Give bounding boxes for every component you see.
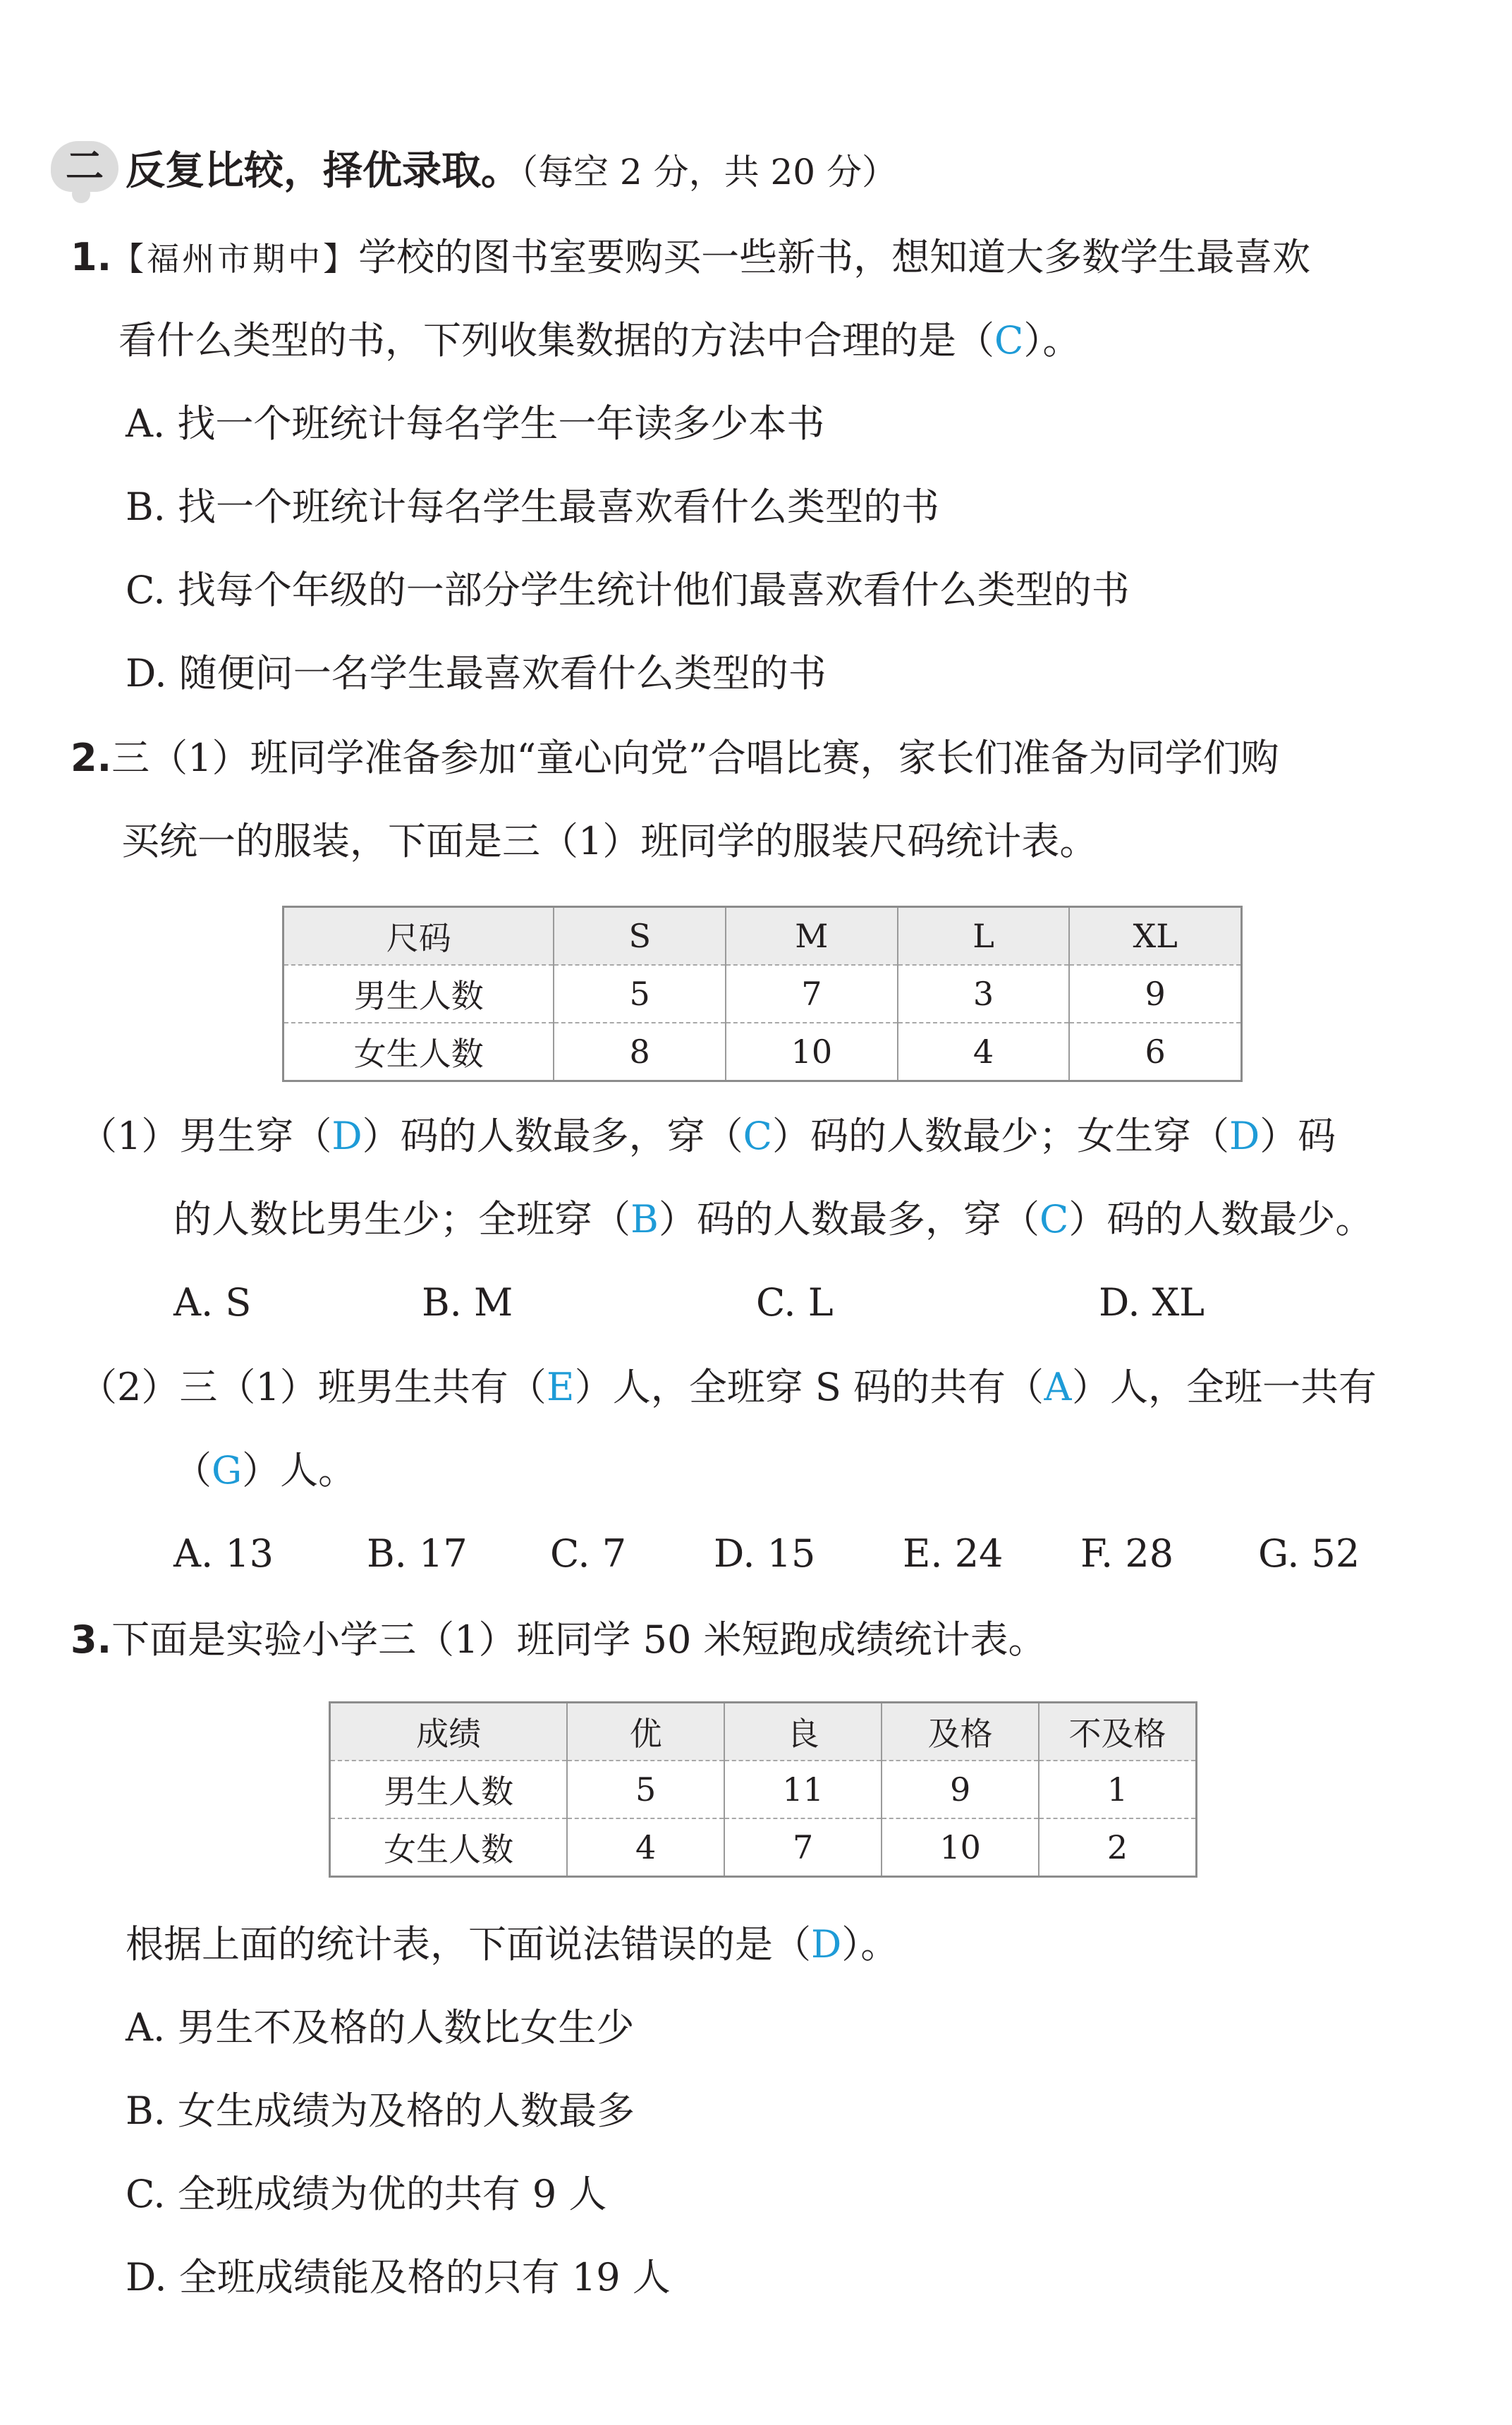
q2-p2-option-c: C. 7 (550, 1531, 627, 1576)
table-cell: 3 (898, 965, 1070, 1023)
table-cell: 9 (882, 1761, 1039, 1818)
table-cell: 2 (1039, 1818, 1196, 1877)
table-cell: 5 (567, 1761, 724, 1818)
q2-number: 2. (71, 736, 112, 780)
q2-p1-answer3: D (1228, 1114, 1260, 1158)
q3-stem-a: 根据上面的统计表，下面说法错误的是（ (126, 1922, 811, 1967)
q1-option-c: C. 找每个年级的一部分学生统计他们最喜欢看什么类型的书 (126, 568, 1130, 612)
q2-p2-line2 (173, 1446, 356, 1495)
section-badge (51, 141, 118, 200)
table-cell: 1 (1039, 1761, 1196, 1818)
q2-p1-line1 (79, 1112, 1336, 1161)
table-cell: 不及格 (1039, 1703, 1196, 1761)
q2-p1-option-b: B. M (422, 1280, 513, 1325)
q1-source-tag: 【福州市期中】 (111, 240, 359, 278)
q2-text-line2: 买统一的服装，下面是三（1）班同学的服装尺码统计表。 (121, 819, 1098, 863)
table-row (284, 965, 1242, 1023)
table-cell: 11 (724, 1761, 882, 1818)
q1-text-line1: 学校的图书室要购买一些新书，想知道大多数学生最喜欢 (358, 235, 1311, 279)
q3-number: 3. (71, 1617, 112, 1662)
table-cell: 男生人数 (284, 965, 554, 1023)
table-cell: 7 (724, 1818, 882, 1877)
section-header (126, 147, 897, 197)
table-cell: S (554, 907, 726, 966)
q2-p2-answer3: G (212, 1448, 243, 1493)
table-cell: 4 (567, 1818, 724, 1877)
q2-p2-option-d: D. 15 (714, 1531, 816, 1576)
q2-p1-option-c: C. L (756, 1280, 834, 1325)
q2-p2-answer1: E (547, 1365, 575, 1409)
table-cell: 5 (554, 965, 726, 1023)
q1-text-line2b: ）。 (1023, 318, 1081, 363)
table-cell: 尺码 (284, 907, 554, 966)
q3-option-c: C. 全班成绩为优的共有 9 人 (126, 2172, 607, 2216)
table-cell: 6 (1069, 1023, 1241, 1081)
q2-text-line1: 三（1）班同学准备参加“童心向党”合唱比赛，家长们准备为同学们购 (111, 736, 1279, 780)
q2-p1-text: ）码的人数最多，穿（ (362, 1114, 743, 1158)
table-row (330, 1761, 1197, 1818)
q2-p2-text: （2）三（1）班男生共有（ (79, 1365, 547, 1409)
size-table (282, 906, 1243, 1082)
q2-p1-text: ）码的人数最少；女生穿（ (772, 1114, 1229, 1158)
q1-line2 (118, 316, 1080, 365)
q3-text-line1: 下面是实验小学三（1）班同学 50 米短跑成绩统计表。 (111, 1617, 1047, 1662)
table-cell: 优 (567, 1703, 724, 1761)
sprint-table (329, 1701, 1197, 1878)
table-cell: 女生人数 (330, 1818, 568, 1877)
q1-line1 (71, 233, 1310, 284)
q2-p2-text: ）人，全班一共有 (1072, 1365, 1377, 1409)
q1-answer: C (994, 318, 1024, 363)
q2-p1-text: （1）男生穿（ (79, 1114, 332, 1158)
q2-p1-text: ）码 (1260, 1114, 1336, 1158)
q2-p1-option-a: A. S (173, 1280, 252, 1325)
table-cell: 10 (882, 1818, 1039, 1877)
q2-p2-option-g: G. 52 (1258, 1531, 1360, 1576)
q2-p2-text: （ (173, 1448, 212, 1493)
table-row (330, 1818, 1197, 1877)
q2-p2-option-a: A. 13 (173, 1531, 274, 1576)
q3-option-a: A. 男生不及格的人数比女生少 (126, 2005, 635, 2050)
q3-option-d: D. 全班成绩能及格的只有 19 人 (126, 2255, 671, 2299)
q1-option-b: B. 找一个班统计每名学生最喜欢看什么类型的书 (126, 485, 940, 529)
q2-p1-text: ）码的人数最多，穿（ (659, 1197, 1040, 1241)
q2-p2-option-e: E. 24 (903, 1531, 1004, 1576)
section-note: （每空 2 分，共 20 分） (520, 152, 898, 193)
section-number: 二 (66, 144, 104, 188)
table-cell: 良 (724, 1703, 882, 1761)
q3-stem-b: ）。 (841, 1922, 899, 1967)
q2-p1-options (0, 1278, 1512, 1327)
table-cell: 4 (898, 1023, 1070, 1081)
q1-number: 1. (71, 235, 112, 279)
table-cell: 7 (726, 965, 898, 1023)
q2-p2-option-f: F. 28 (1080, 1531, 1174, 1576)
table-row (284, 907, 1242, 966)
q3-option-b: B. 女生成绩为及格的人数最多 (126, 2089, 635, 2133)
table-cell: 女生人数 (284, 1023, 554, 1081)
q2-p1-answer2: C (743, 1114, 772, 1158)
table-cell: 9 (1069, 965, 1241, 1023)
q2-p2-options (0, 1529, 1512, 1579)
q2-p1-text: ）码的人数最少。 (1068, 1197, 1374, 1241)
q2-p2-option-b: B. 17 (367, 1531, 468, 1576)
q2-p2-line1 (79, 1363, 1377, 1412)
table-row (330, 1703, 1197, 1761)
section-title: 反复比较，择优录取。 (126, 148, 520, 194)
q2-p1-answer1: D (331, 1114, 362, 1158)
q2-p2-answer2: A (1044, 1365, 1072, 1409)
table-cell: 男生人数 (330, 1761, 568, 1818)
q3-line1 (71, 1615, 1047, 1665)
q2-p1-answer4: B (630, 1197, 659, 1241)
q1-option-d: D. 随便问一名学生最喜欢看什么类型的书 (126, 651, 827, 695)
q3-answer: D (811, 1922, 842, 1967)
table-cell: 及格 (882, 1703, 1039, 1761)
q3-stem (126, 1920, 898, 1969)
q2-p2-text: ）人，全班穿 S 码的共有（ (574, 1365, 1044, 1409)
table-cell: XL (1069, 907, 1241, 966)
table-cell: 8 (554, 1023, 726, 1081)
table-cell: 成绩 (330, 1703, 568, 1761)
table-cell: M (726, 907, 898, 966)
q2-p1-option-d: D. XL (1099, 1280, 1205, 1325)
q2-p2-text: ）人。 (242, 1448, 357, 1493)
q2-line1 (71, 734, 1279, 783)
q1-option-a: A. 找一个班统计每名学生一年读多少本书 (126, 401, 825, 446)
q2-p1-text: 的人数比男生少；全班穿（ (173, 1197, 630, 1241)
table-cell: L (898, 907, 1070, 966)
table-cell: 10 (726, 1023, 898, 1081)
table-row (284, 1023, 1242, 1081)
q1-text-line2a: 看什么类型的书，下列收集数据的方法中合理的是（ (118, 318, 994, 363)
q2-p1-line2 (173, 1195, 1373, 1244)
q2-p1-answer5: C (1040, 1197, 1069, 1241)
